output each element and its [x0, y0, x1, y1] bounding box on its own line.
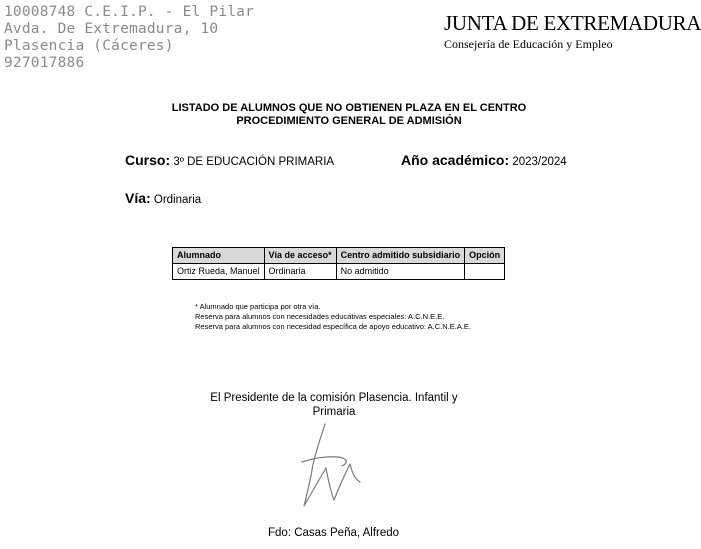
note-otra-via: * Alumnado que participa por otra vía. [195, 302, 321, 311]
school-code-name: 10008748 C.E.I.P. - El Pilar [4, 4, 255, 20]
table-header-row [173, 248, 505, 264]
president-caption: El Presidente de la comisión Plasencia. Infantil y Primaria [210, 392, 458, 418]
title-line-1: LISTADO DE ALUMNOS QUE NO OBTIENEN PLAZA EN EL CENTRO [171, 102, 527, 114]
via-label: Vía: [125, 190, 151, 206]
title-line-2: PROCEDIMIENTO GENERAL DE ADMISIÓN [236, 115, 462, 127]
anio-value: 2023/2024 [512, 156, 567, 168]
note-acnee: Reserva para alumnos con necesidades educativas especiales: A.C.N.E.E. [195, 312, 445, 321]
org-name: JUNTA DE EXTREMADURA [444, 11, 701, 35]
cell-alumnado: Ortiz Rueda, Manuel [173, 264, 265, 280]
col-opcion: Opción [465, 248, 505, 264]
school-phone: 927017886 [4, 55, 85, 71]
students-table [172, 247, 505, 280]
signature-scribble [292, 420, 382, 520]
school-address: Avda. De Extremadura, 10 [4, 21, 219, 37]
col-centro-subsidiario: Centro admitido subsidiario [336, 248, 465, 264]
cell-centro-subsidiario: No admitido [336, 264, 465, 280]
table-row [173, 264, 505, 280]
cell-via-acceso: Ordinaria [264, 264, 336, 280]
anio-label: Año académico: [401, 152, 510, 168]
signer-name: Fdo: Casas Peña, Alfredo [268, 527, 400, 539]
school-header [4, 4, 254, 72]
org-department: Consejería de Educación y Empleo [444, 37, 613, 51]
note-acneae: Reserva para alumnos con necesidad específica de apoyo educativo: A.C.N.E.A.E. [195, 322, 471, 331]
col-via-acceso: Vía de acceso* [264, 248, 336, 264]
via-value: Ordinaria [153, 194, 202, 206]
school-city: Plasencia (Cáceres) [4, 38, 174, 54]
via-field [125, 190, 201, 206]
document-title [0, 102, 698, 128]
curso-label: Curso: [125, 152, 171, 168]
anio-field [401, 152, 567, 168]
footnotes [195, 302, 471, 332]
curso-field [125, 152, 334, 168]
org-header [444, 12, 701, 51]
cell-opcion [465, 264, 505, 280]
col-alumnado: Alumnado [173, 248, 265, 264]
curso-value: 3º DE EDUCACIÓN PRIMARIA [173, 156, 335, 168]
